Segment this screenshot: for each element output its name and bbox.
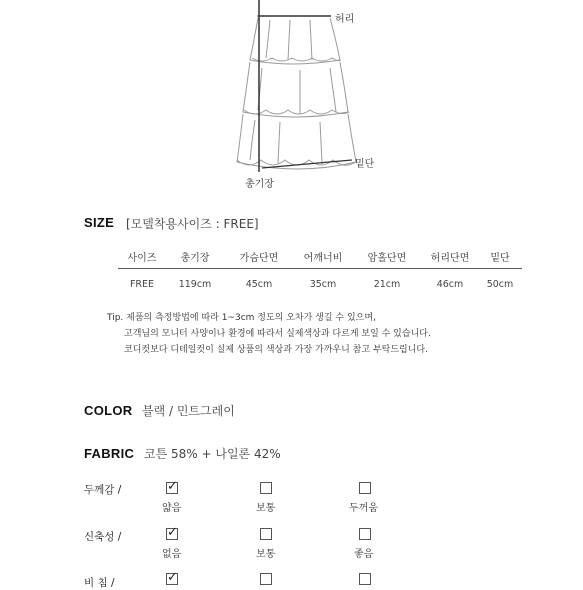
length-label: 총기장 [245,179,274,190]
color-value: 블랙 / 민트그레이 [142,404,235,418]
check-mark-icon: ✓ [167,570,178,585]
check-mark-icon: ✓ [167,479,178,494]
sheerness-option-2-checkbox[interactable] [260,573,272,585]
stretch-medium-checkbox[interactable] [260,528,272,540]
model-size-note: [모델착용사이즈 : FREE] [126,217,259,231]
table-cell: 119cm [178,278,212,290]
tip-text: 제품의 측정방법에 따라 1~3cm 정도의 오차가 생길 수 있으며, [126,313,376,323]
table-cell: 50cm [486,278,514,290]
size-table-header: 허리단면 [422,244,478,269]
tip-line-1 [107,310,577,326]
table-cell: FREE [129,278,155,290]
size-section-title: SIZE [84,215,115,230]
table-row [118,269,522,300]
thickness-medium-checkbox[interactable] [260,482,272,494]
fabric-section-title: FABRIC [84,446,135,461]
size-table-header: 암홀단면 [352,244,422,269]
sheerness-option-3-checkbox[interactable] [359,573,371,585]
thickness-thick-label: 두꺼움 [349,503,378,514]
thickness-medium-label: 보통 [256,503,276,514]
size-table-header-row [118,244,522,269]
stretch-medium-label: 보통 [256,549,276,560]
thickness-label: 두께감 / [84,484,122,496]
waist-label: 허리 [335,14,355,25]
color-section-title: COLOR [84,403,133,418]
size-table-header: 사이즈 [118,244,166,269]
tip-line-2: 고객님의 모니터 사양이나 환경에 따라서 실제색상과 다르게 보일 수 있습니다. [124,329,431,339]
size-table-header: 어깨너비 [294,244,352,269]
sheerness-label: 비 침 / [84,577,115,589]
stretch-none-label: 없음 [162,549,182,560]
thickness-thick-checkbox[interactable] [359,482,371,494]
tip-line-3: 코디컷보다 디테일컷이 실제 상품의 색상과 가장 가까우니 참고 부탁드립니다. [124,345,428,355]
size-table [118,244,522,299]
dress-illustration [0,0,583,200]
stretch-good-label: 좋음 [354,549,374,560]
table-cell: 35cm [309,278,337,290]
size-table-header: 밑단 [478,244,522,269]
table-cell: 21cm [373,278,401,290]
table-cell: 46cm [436,278,464,290]
check-mark-icon: ✓ [167,525,178,540]
size-table-header: 가슴단면 [224,244,294,269]
thickness-thin-label: 얇음 [162,503,182,514]
hem-label: 밑단 [355,159,375,170]
stretch-label: 신축성 / [84,531,122,543]
size-table-header: 총기장 [166,244,224,269]
tip-prefix: Tip. [107,313,124,323]
fabric-value: 코튼 58% + 나일론 42% [144,447,281,461]
tip-block [107,310,577,358]
table-cell: 45cm [245,278,273,290]
stretch-good-checkbox[interactable] [359,528,371,540]
